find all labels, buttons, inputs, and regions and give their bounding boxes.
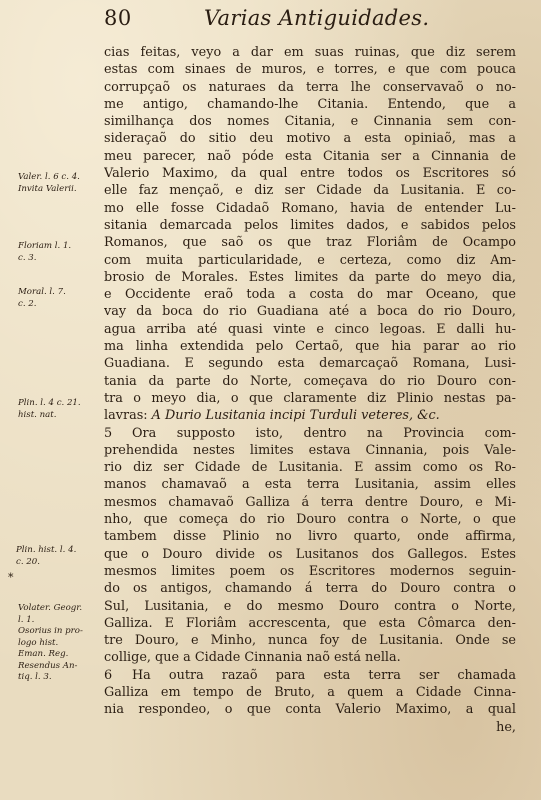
text-line: vay da boca do rio Guadiana até a boca do rio Douro, xyxy=(104,304,516,320)
text-line: similhança dos nomes Citania, e Cinnania sem con- xyxy=(104,114,516,130)
paragraph-5-first-line: 5 Ora supposto isto, dentro na Provincia com- xyxy=(104,425,516,441)
text-line: collige, que a Cidade Cinnania naõ está nella. xyxy=(104,650,401,666)
text-line: cias feitas, veyo a dar em suas ruinas, que diz serem xyxy=(104,45,516,60)
text-line: que o Douro divide os Lusitanos dos Gallegos. Estes xyxy=(104,546,516,562)
text-line: Valerio Maximo, da qual entre todos os Escritores só xyxy=(104,166,516,182)
text-line: Guadiana. E segundo esta demarcaçaõ Romana, Lusi- xyxy=(104,356,516,372)
margin-note-floriam: Floriam l. 1. c. 3. xyxy=(18,241,72,263)
text-line: nho, que começa do rio Douro contra o Norte, o que xyxy=(104,512,516,528)
text-line: mo elle fosse Cidadaõ Romano, havia de entender Lu- xyxy=(104,200,516,216)
paragraph-6-first-line: 6 Ha outra razaõ para esta terra ser chamada xyxy=(104,667,516,683)
paragraph-number: 5 xyxy=(104,425,113,441)
text-line: Galliza em tempo de Bruto, a quem a Cidade Cinna- xyxy=(104,684,516,700)
margin-note-modern-writers: Volater. Geogr. l. 1. Osorius in pro- logo hist. Eman. Reg. Resendus An- tiq. l. 3. xyxy=(18,603,83,682)
text-line: Galliza. E Floriâm accrescenta, que esta Cômarca den- xyxy=(104,615,516,631)
page-header xyxy=(104,6,529,36)
margin-note-plinio-hist: Plin. hist. l. 4. c. 20. xyxy=(16,545,77,567)
margin-note-plinio-hist-nat: Plin. l. 4 c. 21. hist. nat. xyxy=(18,398,81,420)
page-number: 80 xyxy=(104,6,132,30)
text-line: agua arriba até quasi vinte e cinco legoas. E dalli hu- xyxy=(104,321,516,337)
latin-quote: A Durio Lusitania incipi Turduli veteres, &c. xyxy=(151,408,440,424)
text-line: e Occidente eraõ toda a costa do mar Oceano, que xyxy=(104,287,516,303)
text-line: ma linha extendida pelo Certaõ, que hia parar ao rio xyxy=(104,339,516,355)
paragraph-number: 6 xyxy=(104,667,113,683)
text-line: tre Douro, e Minho, nunca foy de Lusitania. Onde se xyxy=(104,633,516,649)
text-line: do os antigos, chamando á terra do Douro contra o xyxy=(104,581,516,597)
margin-notes xyxy=(4,0,98,800)
text-line: manos chamavaõ a esta terra Lusitania, assim elles xyxy=(104,477,516,493)
text-line: tra o meyo dia, o que claramente diz Plinio nestas pa- xyxy=(104,390,516,406)
text-line: mesmos chamavaõ Galliza á terra dentre Douro, e Mi- xyxy=(104,494,516,510)
text-line: prehendida nestes limites estava Cinnania, pois Vale- xyxy=(104,442,516,458)
text-line: sitania demarcada pelos limites dados, e sabidos pelos xyxy=(104,217,516,233)
margin-note-morales: Moral. l. 7. c. 2. xyxy=(18,287,66,309)
text-line: mesmos limites poem os Escritores modernos seguin- xyxy=(104,563,516,579)
text-line: elle faz mençaõ, e diz ser Cidade da Lusitania. E co- xyxy=(104,183,516,199)
text-line: tania da parte do Norte, começava do rio Douro con- xyxy=(104,373,516,389)
text-line: nia respondeo, o que conta Valerio Maximo, a qual xyxy=(104,702,516,718)
text-line: he, xyxy=(496,719,516,735)
stray-mark: * xyxy=(8,571,14,584)
text-line: sideraçaõ do sitio deu motivo a esta opiniaõ, mas a xyxy=(104,131,516,147)
text-line: Romanos, que saõ os que traz Floriâm de Ocampo xyxy=(104,235,516,251)
text-line: tambem disse Plinio no livro quarto, onde affirma, xyxy=(104,529,516,545)
body-text xyxy=(104,44,516,736)
running-title: Varias Antiguidades. xyxy=(204,6,430,30)
text-line: com muita particularidade, e certeza, como diz Am- xyxy=(104,252,516,268)
text-line: me antigo, chamando-lhe Citania. Entendo, que a xyxy=(104,96,516,112)
text-line: meu parecer, naõ póde esta Citania ser a Cinnania de xyxy=(104,148,516,164)
text-line: rio diz ser Cidade de Lusitania. E assim como os Ro- xyxy=(104,460,516,476)
text-line: corrupçaõ os naturaes da terra lhe conservavaõ o no- xyxy=(104,79,516,95)
text-line: Sul, Lusitania, e do mesmo Douro contra o Norte, xyxy=(104,598,516,614)
margin-note-valerius: Valer. l. 6 c. 4. Invita Valerii. xyxy=(18,172,80,194)
text-line: estas com sinaes de muros, e torres, e que com pouca xyxy=(104,62,516,78)
text-line: brosio de Morales. Estes limites da parte do meyo dia, xyxy=(104,269,516,285)
latin-quote-line: lavras: A Durio Lusitania incipi Turduli veteres, &c. xyxy=(104,408,440,424)
